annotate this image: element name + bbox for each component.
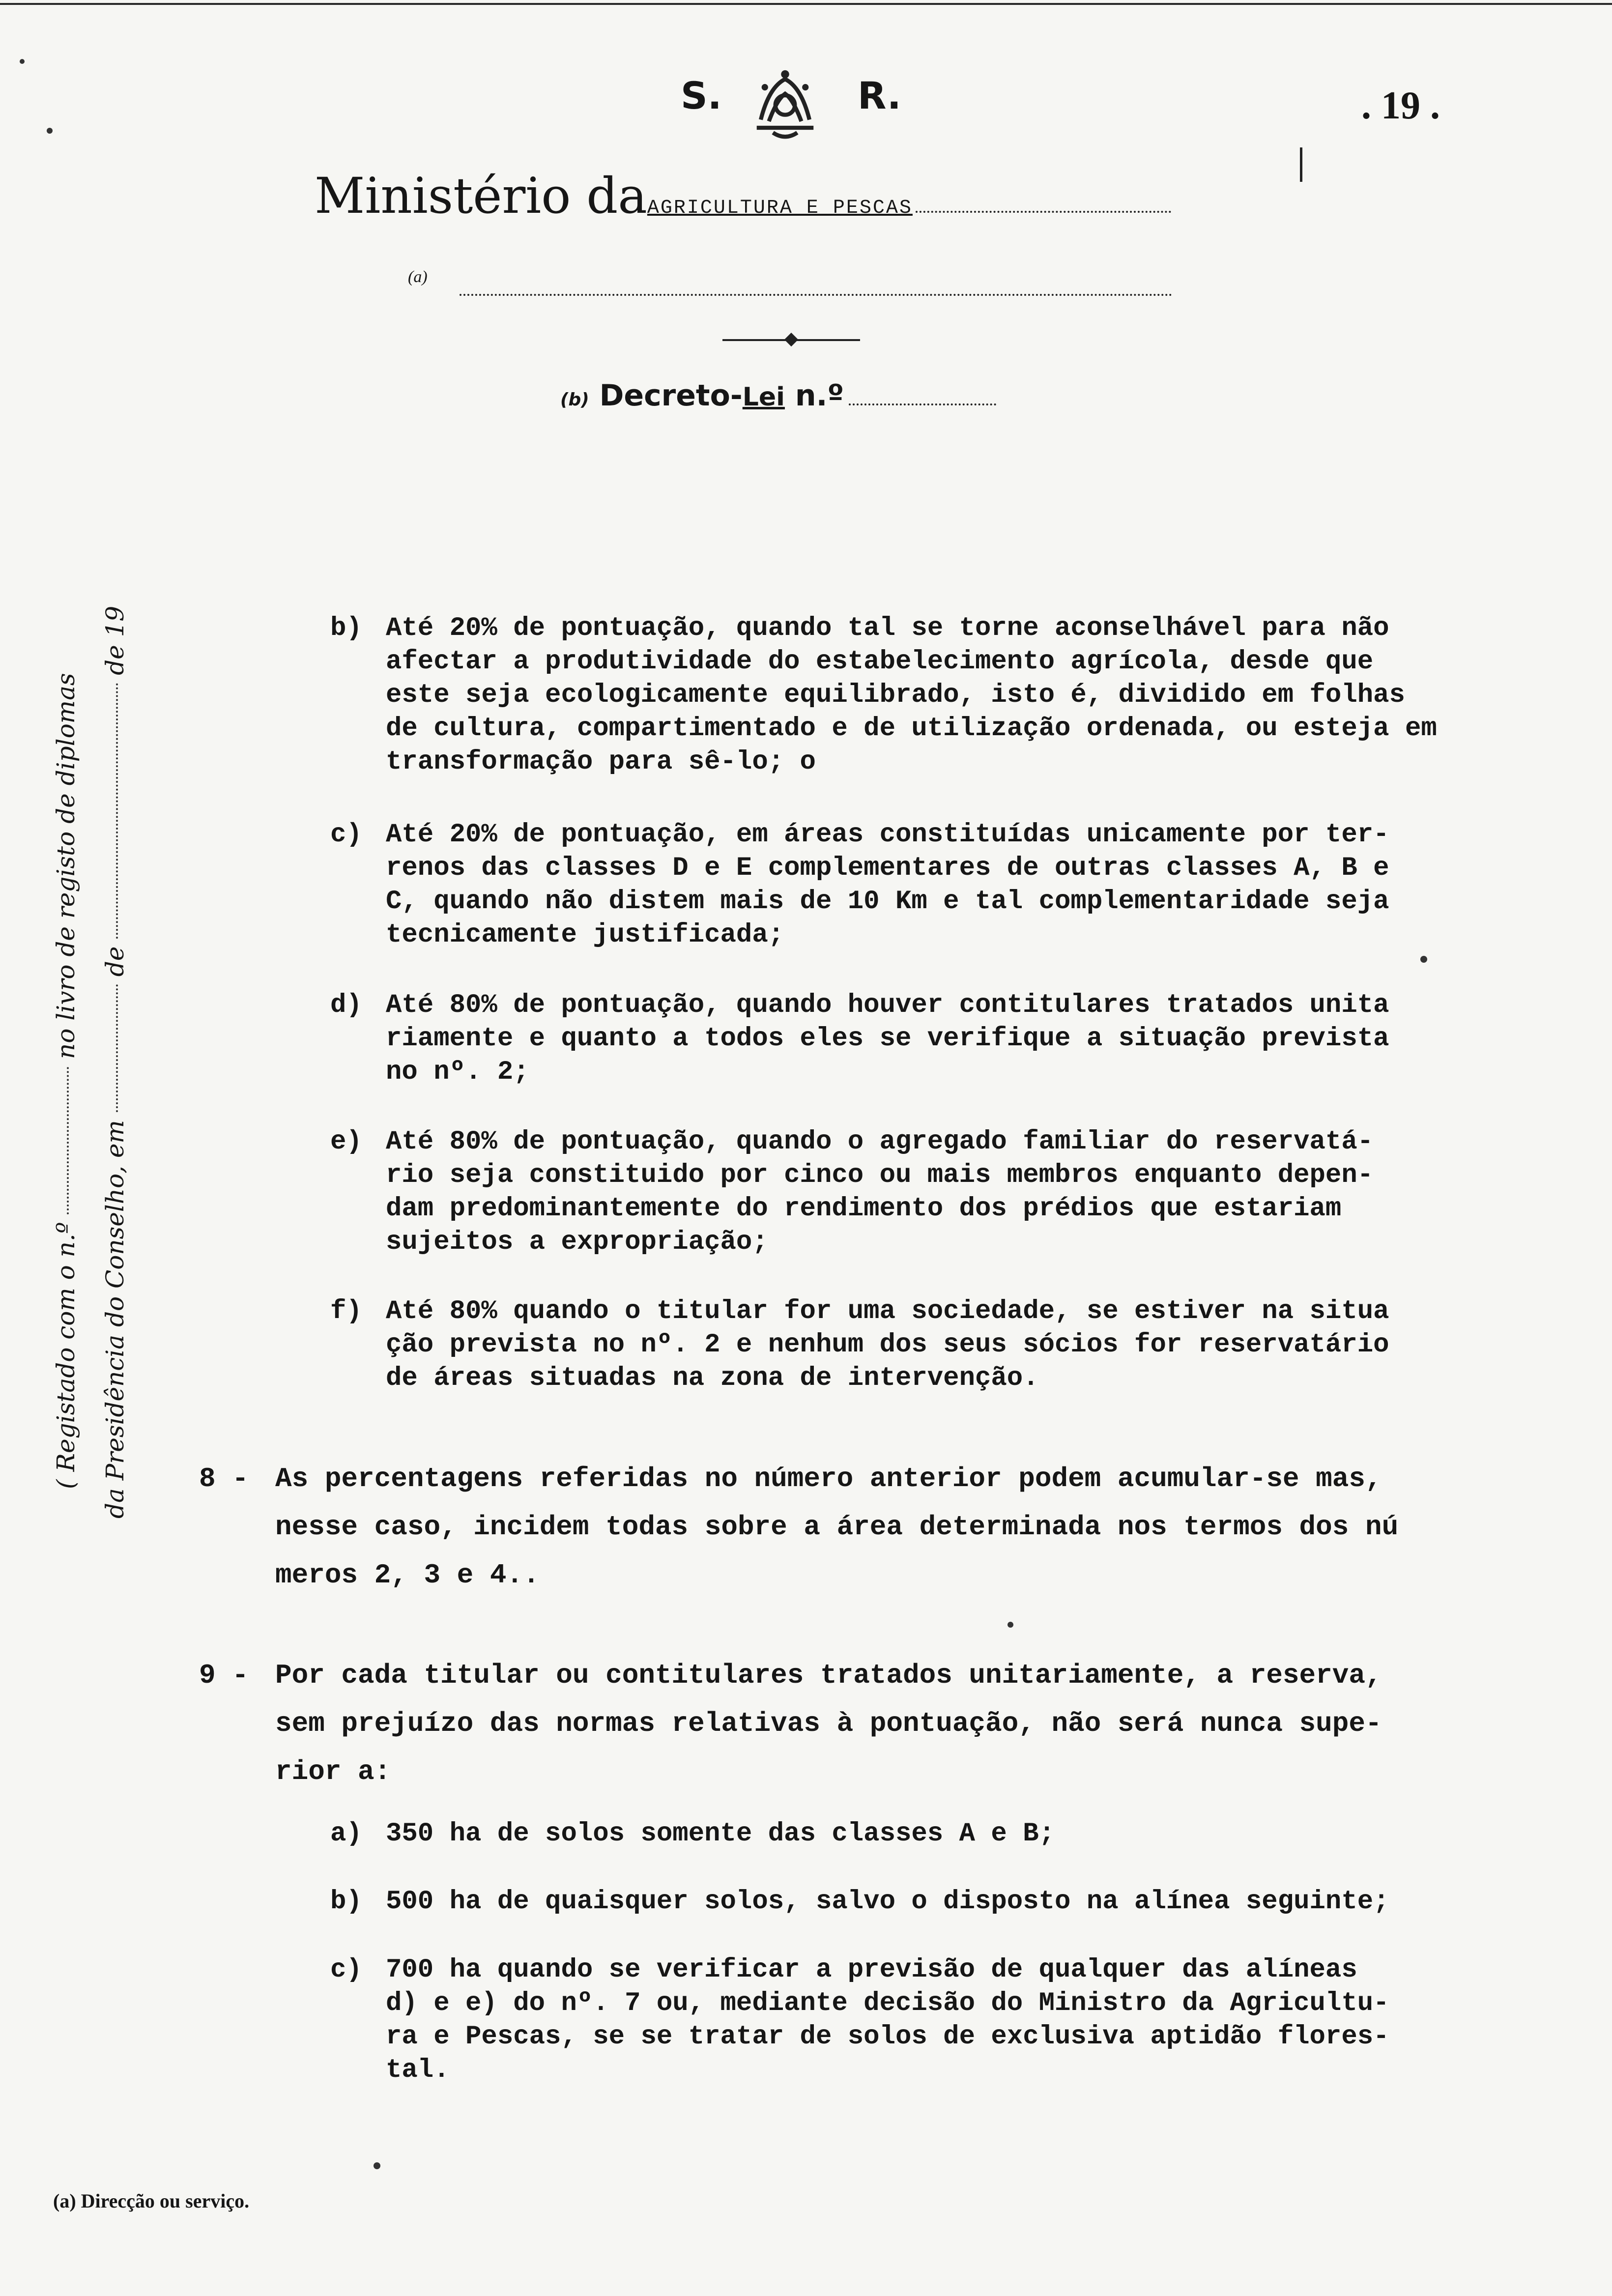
divider-ornament-icon [784, 333, 798, 346]
sub-a-dotted-line [460, 294, 1172, 296]
ministry-title [315, 167, 1171, 225]
sub-a-label: (a) [408, 268, 428, 286]
scan-speck [47, 128, 53, 134]
registration-note-line2 [101, 606, 129, 1519]
reg-line2-a: da Presidência do Conselho, em [101, 1120, 129, 1519]
registration-note-line1: ( Registado com o n.º no livro de registo de diplomas [52, 673, 80, 1489]
scan-speck [20, 59, 25, 64]
ministry-department: AGRICULTURA E PESCAS [647, 197, 913, 219]
reg-blank [67, 1067, 69, 1214]
reg-blank-month [116, 683, 118, 939]
footnote: (a) Direcção ou serviço. [53, 2190, 250, 2212]
ministry-prefix: Ministério da [315, 167, 647, 225]
top-border [0, 3, 1612, 5]
scan-speck [1008, 1622, 1013, 1628]
paragraph-9-number: 9 - [199, 1660, 249, 1691]
decree-number-blank [849, 403, 996, 405]
decree-lei: Lei [742, 382, 785, 412]
paragraph-8-number: 8 - [199, 1463, 249, 1494]
reg-line2-c: de 19 [101, 605, 129, 675]
r-label: R. [858, 74, 901, 117]
reg-blank-date [116, 984, 118, 1112]
decree-label: Decreto- [599, 378, 743, 413]
coat-of-arms-icon [745, 63, 826, 144]
s-label: S. [681, 74, 722, 117]
dotted-leader [916, 211, 1171, 213]
decree-number-label: n.º [795, 378, 844, 413]
reg-line2-b: de [101, 946, 129, 977]
decree-heading [560, 378, 996, 413]
reg-line1-b: no livro de registo de diplomas [52, 673, 80, 1059]
scan-speck [374, 2162, 380, 2169]
scan-speck [1420, 956, 1427, 963]
reg-line1-a: Registado com o n.º [52, 1222, 80, 1472]
page-number: . 19 . [1361, 84, 1440, 127]
decree-b-label: (b) [560, 390, 589, 410]
margin-mark [1300, 147, 1302, 182]
